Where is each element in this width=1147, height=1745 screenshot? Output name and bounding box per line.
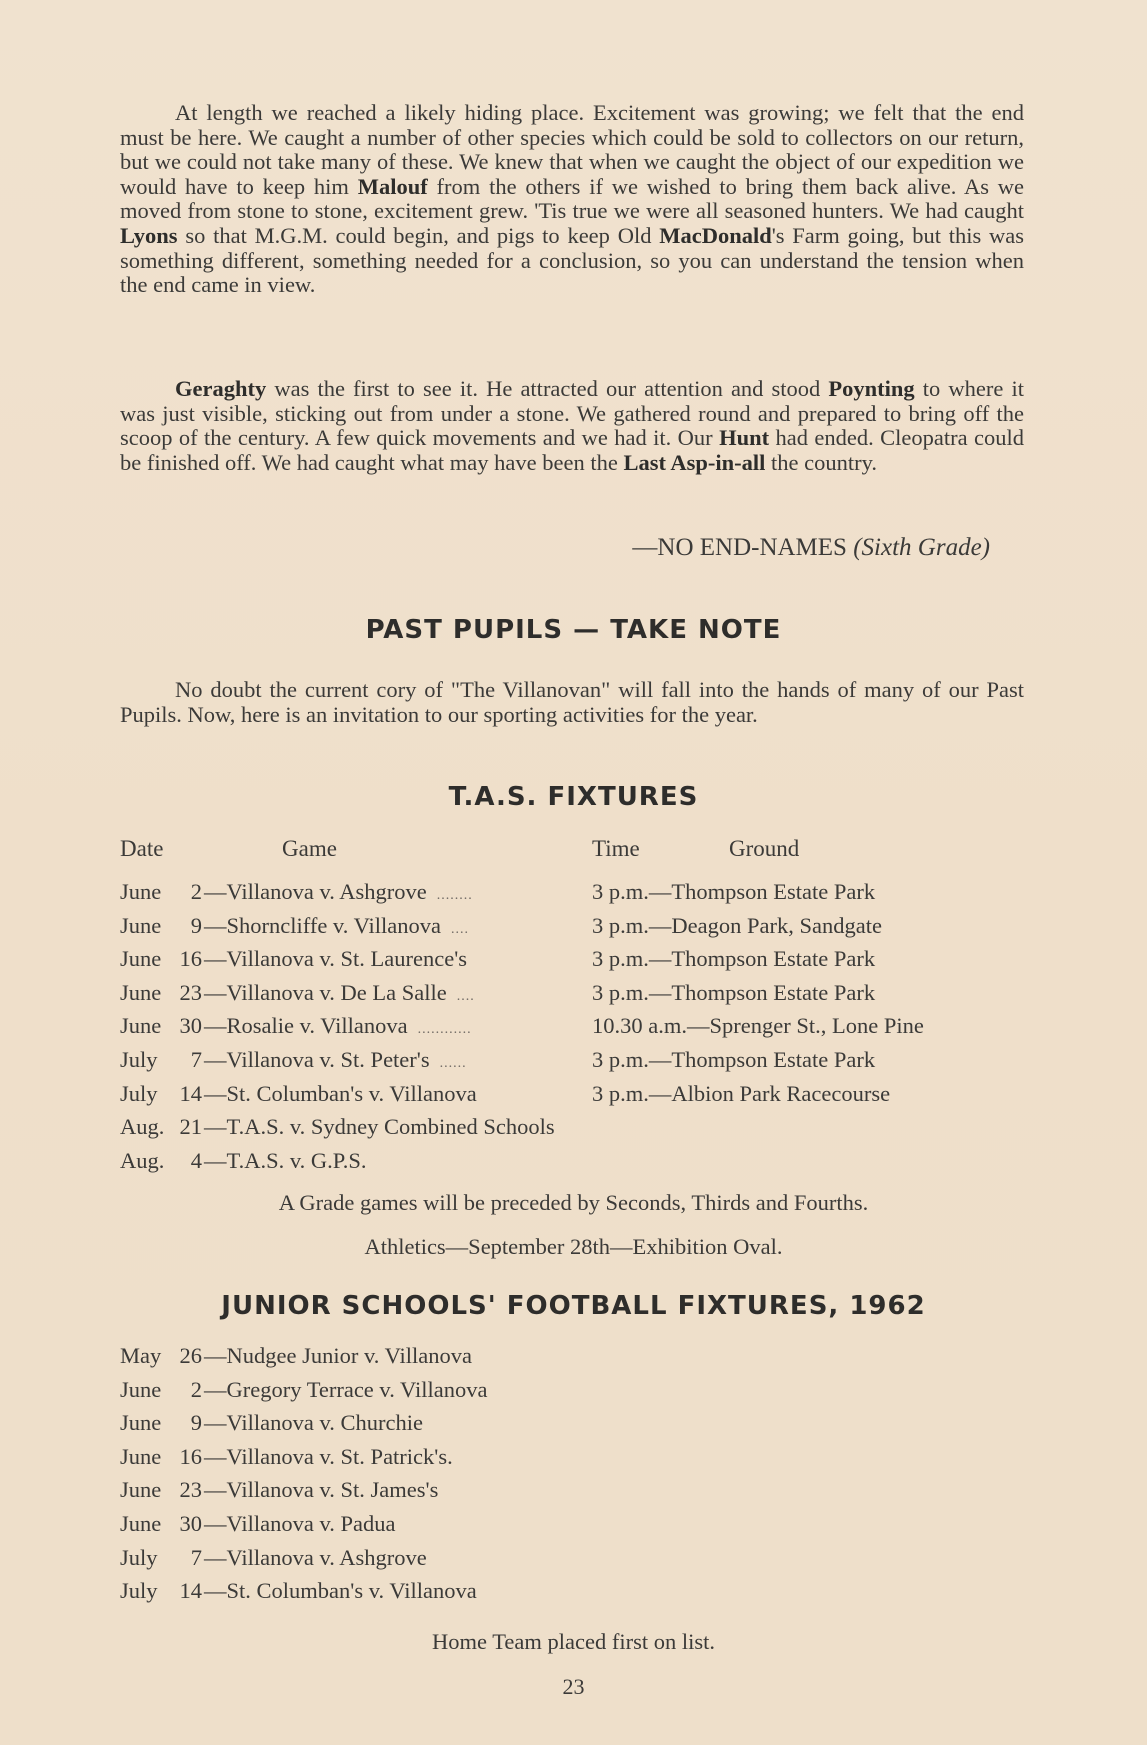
junior-month: June [120,1443,162,1469]
fixture-day: 4 [190,1147,202,1173]
junior-game: —Villanova v. St. Patrick's. [204,1443,453,1469]
fixture-time-ground: 3 p.m.—Albion Park Racecourse [592,1080,891,1106]
tas-note-athletics: Athletics—September 28th—Exhibition Oval. [364,1234,783,1259]
signoff-name: —NO END-NAMES [632,534,847,561]
tas-header-time: Time [592,836,640,861]
junior-game: —Villanova v. Ashgrove [204,1544,427,1570]
fixture-day: 7 [190,1047,202,1072]
page-number: 23 [562,1674,585,1699]
story-signoff [120,534,990,562]
fixture-month: June [120,946,162,972]
tas-fixtures-heading: T.A.S. FIXTURES [448,782,699,812]
fixture-game [204,1047,467,1073]
fixture-time-ground: 3 p.m.—Thompson Estate Park [592,946,876,972]
leader-dots: ........ [436,888,473,903]
fixture-day: 16 [179,946,202,972]
junior-game: —Villanova v. St. James's [204,1477,439,1503]
fixture-game [204,913,469,939]
fixture-month: Aug. [120,1114,165,1140]
text-run: to where it was just visible, sticking out from under a stone. We gathered round and prepared to bring off the scoop of the century. A few quick movements and we had it. Our [120,376,1024,451]
junior-month: June [120,1511,162,1536]
signoff-grade: (Sixth Grade) [853,534,990,561]
fixture-game-text: —Villanova v. Ashgrove [204,879,427,904]
fixture-time-ground: 3 p.m.—Thompson Estate Park [592,1047,876,1072]
fixture-game-text: —St. Columban's v. Villanova [204,1080,477,1106]
fixture-time-ground: 10.30 a.m.—Sprenger St., Lone Pine [592,1013,924,1039]
junior-day: 2 [190,1376,202,1402]
fixture-time-ground: 3 p.m.—Thompson Estate Park [592,979,876,1005]
text-run: from the others if we wished to bring them back alive. As we moved from stone to stone, excitement grew. 'Tis true we were all seasoned hunters. We had caught [120,173,1024,224]
junior-month: May [120,1343,162,1368]
fixture-time-ground: 3 p.m.—Deagon Park, Sandgate [592,912,882,938]
fixture-month: June [120,979,162,1005]
junior-day: 9 [190,1410,202,1436]
fixture-day: 23 [179,979,202,1005]
tas-header-game: Game [282,836,337,861]
bold-name: MacDonald [659,222,772,248]
fixture-day: 14 [179,1080,202,1106]
home-team-note: Home Team placed first on list. [432,1629,715,1654]
text-run: At length we reached a likely hiding place. Excitement was growing; we felt that the end must be here. We caught a number of other species which could be sold to collectors on our return, but we could not take many of these. We knew that when we caught the object of our expedition we would have to keep him [120,100,1024,199]
fixture-month: June [120,879,162,904]
fixture-game [204,1013,472,1039]
story-paragraph-1 [120,101,1024,298]
text-run: the country. [765,449,877,475]
junior-day: 16 [179,1443,202,1469]
fixture-time-ground: 3 p.m.—Thompson Estate Park [592,879,876,904]
fixture-game [204,1148,367,1174]
bold-name: Hunt [719,425,770,451]
junior-fixtures-heading: JUNIOR SCHOOLS' FOOTBALL FIXTURES, 1962 [221,1291,926,1321]
bold-name: Poynting [828,376,915,401]
tas-note-grades: A Grade games will be preceded by Seconds, Thirds and Fourths. [278,1190,869,1215]
fixture-month: June [120,912,162,938]
fixture-month: July [120,1047,158,1072]
text-run: was the first to see it. He attracted our attention and stood [266,376,829,401]
past-pupils-text: No doubt the current cory of "The Villanovan" will fall into the hands of many of our Past Pupils. Now, here is an invitation to our sporting activities for the year. [120,677,1024,727]
fixture-month: June [120,1013,162,1039]
junior-game: —Nudgee Junior v. Villanova [204,1343,472,1368]
fixture-day: 2 [190,879,202,904]
story-paragraph-2-text [120,377,1024,475]
junior-day: 23 [179,1477,202,1503]
junior-day: 7 [190,1544,202,1570]
fixture-game-text: —Villanova v. St. Laurence's [204,946,468,972]
tas-header-ground: Ground [729,836,800,861]
fixture-game [204,980,475,1006]
fixture-day: 9 [190,912,202,938]
story-paragraph-1-text [120,101,1024,298]
junior-day: 14 [179,1578,202,1604]
fixture-game-text: —T.A.S. v. G.P.S. [204,1147,367,1173]
junior-month: June [120,1376,162,1402]
junior-game: —St. Columban's v. Villanova [204,1578,477,1604]
junior-month: June [120,1410,162,1436]
junior-month: June [120,1477,162,1503]
fixture-game [204,1114,555,1140]
fixture-game-text: —Villanova v. St. Peter's [204,1047,430,1072]
fixture-game [204,946,467,972]
junior-game: —Villanova v. Churchie [204,1410,424,1436]
junior-month: July [120,1578,158,1604]
bold-name: Malouf [357,173,428,199]
bold-name: Geraghty [175,376,267,401]
bold-name: Lyons [120,222,178,248]
fixture-day: 21 [179,1114,202,1140]
past-pupils-heading: PAST PUPILS — TAKE NOTE [365,615,782,645]
leader-dots: ...... [439,1056,467,1071]
text-run: so that M.G.M. could begin, and pigs to keep Old [177,222,660,248]
fixture-day: 30 [179,1013,202,1039]
fixture-game [204,1081,477,1107]
junior-game: —Gregory Terrace v. Villanova [204,1376,488,1402]
fixture-month: July [120,1080,158,1106]
junior-game: —Villanova v. Padua [204,1511,396,1536]
fixture-game [204,879,473,905]
fixture-month: Aug. [120,1147,165,1173]
junior-day: 30 [179,1511,202,1536]
fixture-game-text: —Villanova v. De La Salle [204,979,447,1005]
tas-header-date: Date [120,836,164,861]
leader-dots: .... [450,921,469,937]
text-run: had ended. Cleopatra could be finished off. We had caught what may have been the [120,425,1024,475]
junior-day: 26 [179,1343,202,1368]
leader-dots: ............ [417,1022,472,1038]
fixture-game-text: —Shorncliffe v. Villanova [204,912,441,938]
story-paragraph-2 [120,377,1024,475]
text-run: 's Farm going, but this was something different, something needed for a conclusion, so you can understand the tension when the end came in view. [120,222,1024,298]
fixture-game-text: —Rosalie v. Villanova [204,1013,408,1039]
leader-dots: .... [456,988,475,1004]
junior-month: July [120,1544,158,1570]
bold-name: Last Asp-in-all [623,449,766,475]
fixture-game-text: —T.A.S. v. Sydney Combined Schools [204,1114,555,1140]
past-pupils-section [120,678,1024,727]
